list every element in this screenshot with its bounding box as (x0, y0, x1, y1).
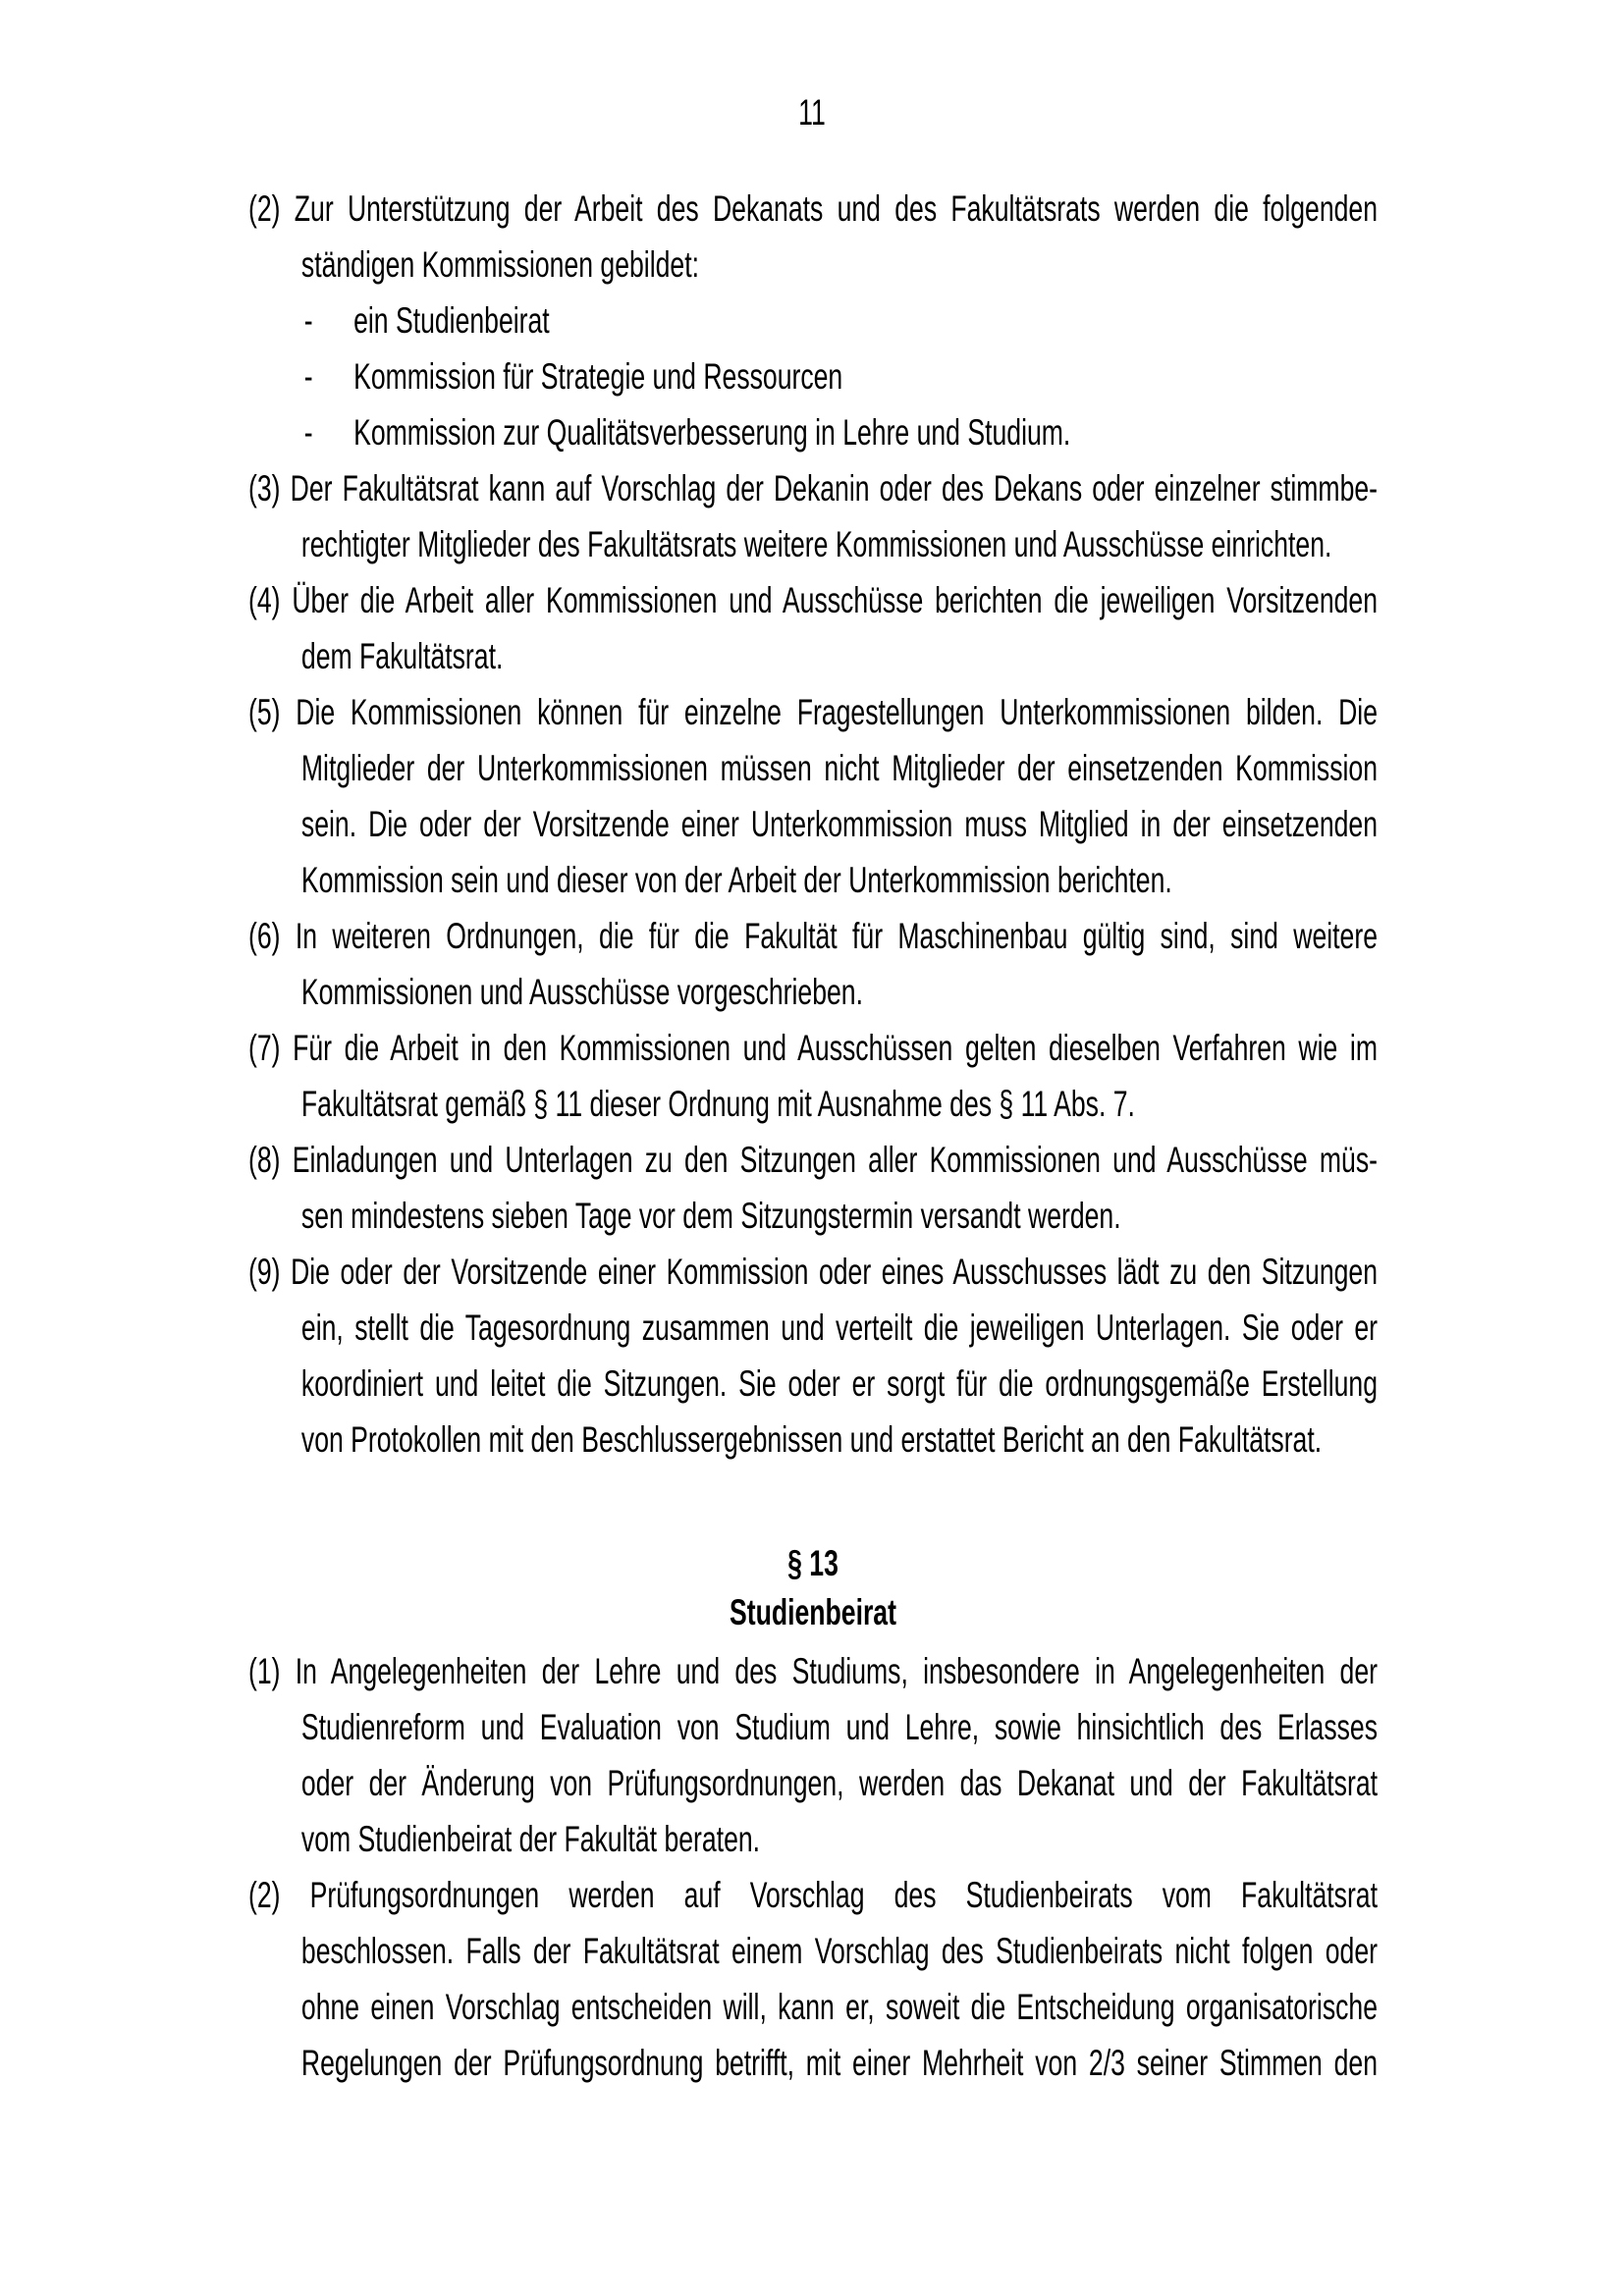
document-body (248, 181, 1378, 2091)
text-line: ohne einen Vorschlag entscheiden will, kann er, soweit die Entscheidung organisatorische (300, 1987, 1378, 2027)
paragraph-7 (248, 1020, 1378, 1132)
text-line: von Protokollen mit den Beschlussergebnissen und erstattet Bericht an den Fakultätsrat. (300, 1419, 1323, 1460)
text-line: dem Fakultätsrat. (300, 636, 504, 676)
text-line: (7) Für die Arbeit in den Kommissionen und Ausschüssen gelten dieselben Verfahren wie im (248, 1028, 1378, 1068)
paragraph-2 (248, 181, 1378, 293)
text-line: (3) Der Fakultätsrat kann auf Vorschlag der Dekanin oder des Dekans oder einzelner stimmbe- (248, 468, 1378, 508)
text-line: Kommission sein und dieser von der Arbeit der Unterkommission berichten. (300, 860, 1172, 900)
text-line: Regelungen der Prüfungsordnung betrifft, mit einer Mehrheit von 2/3 seiner Stimmen den (300, 2043, 1378, 2083)
paragraph-4 (248, 572, 1378, 684)
text-line: Kommissionen und Ausschüsse vorgeschrieben. (300, 972, 863, 1012)
text-line: beschlossen. Falls der Fakultätsrat einem Vorschlag des Studienbeirats nicht folgen oder (300, 1931, 1378, 1971)
list-item-studienbeirat (304, 293, 1378, 348)
dash-bullet: - (303, 412, 313, 453)
paragraph-5 (248, 684, 1378, 908)
paragraph-13-1 (248, 1643, 1378, 1867)
list-item-strategie-ressourcen (304, 348, 1378, 404)
text-line: Mitglieder der Unterkommissionen müssen nicht Mitglieder der einsetzenden Kommission (300, 748, 1378, 788)
text-line: (5) Die Kommissionen können für einzelne Fragestellungen Unterkommissionen bilden. Die (248, 692, 1378, 732)
list-item-text: Kommission zur Qualitätsverbesserung in Lehre und Studium. (353, 412, 1071, 453)
list-item-qualitaetsverbesserung (304, 404, 1378, 460)
text-line: sen mindestens sieben Tage vor dem Sitzungstermin versandt werden. (300, 1196, 1121, 1236)
text-line: (2) Prüfungsordnungen werden auf Vorschlag des Studienbeirats vom Fakultätsrat (248, 1875, 1378, 1915)
text-line: ein, stellt die Tagesordnung zusammen und verteilt die jeweiligen Unterlagen. Sie oder er (300, 1308, 1378, 1348)
text-line: koordiniert und leitet die Sitzungen. Sie oder er sorgt für die ordnungsgemäße Erstellung (300, 1363, 1378, 1404)
text-line: (2) Zur Unterstützung der Arbeit des Dekanats und des Fakultätsrats werden die folgenden (248, 188, 1378, 229)
paragraph-3 (248, 460, 1378, 572)
text-line: ständigen Kommissionen gebildet: (300, 244, 699, 285)
section-heading: § 13 (787, 1543, 839, 1583)
text-line: Fakultätsrat gemäß § 11 dieser Ordnung mit Ausnahme des § 11 Abs. 7. (300, 1084, 1135, 1124)
text-column (248, 181, 1378, 2091)
text-line: Studienreform und Evaluation von Studium und Lehre, sowie hinsichtlich des Erlasses (300, 1707, 1378, 1747)
text-line: (4) Über die Arbeit aller Kommissionen und Ausschüsse berichten die jeweiligen Vorsitzenden (248, 580, 1378, 620)
text-line: sein. Die oder der Vorsitzende einer Unterkommission muss Mitglied in der einsetzenden (300, 804, 1378, 844)
paragraph-13-2 (248, 1867, 1378, 2091)
text-line: rechtigter Mitglieder des Fakultätsrats weitere Kommissionen und Ausschüsse einrichten. (300, 524, 1332, 564)
paragraph-6 (248, 908, 1378, 1020)
page-number: 11 (798, 92, 826, 133)
dash-bullet: - (303, 356, 313, 397)
text-line: (8) Einladungen und Unterlagen zu den Sitzungen aller Kommissionen und Ausschüsse müs- (248, 1140, 1378, 1180)
text-line: (9) Die oder der Vorsitzende einer Kommission oder eines Ausschusses lädt zu den Sitzungen (248, 1252, 1378, 1292)
list-item-text: ein Studienbeirat (353, 300, 550, 341)
dash-bullet: - (303, 300, 313, 341)
paragraph-9 (248, 1244, 1378, 1468)
list-item-text: Kommission für Strategie und Ressourcen (353, 356, 843, 397)
text-line: oder der Änderung von Prüfungsordnungen, werden das Dekanat und der Fakultätsrat (300, 1763, 1378, 1803)
paragraph-8 (248, 1132, 1378, 1244)
section-subheading: Studienbeirat (730, 1592, 896, 1632)
text-line: vom Studienbeirat der Fakultät beraten. (300, 1819, 761, 1859)
text-line: (1) In Angelegenheiten der Lehre und des Studiums, insbesondere in Angelegenheiten der (248, 1651, 1378, 1691)
text-line: (6) In weiteren Ordnungen, die für die Fakultät für Maschinenbau gültig sind, sind weitere (248, 916, 1378, 956)
